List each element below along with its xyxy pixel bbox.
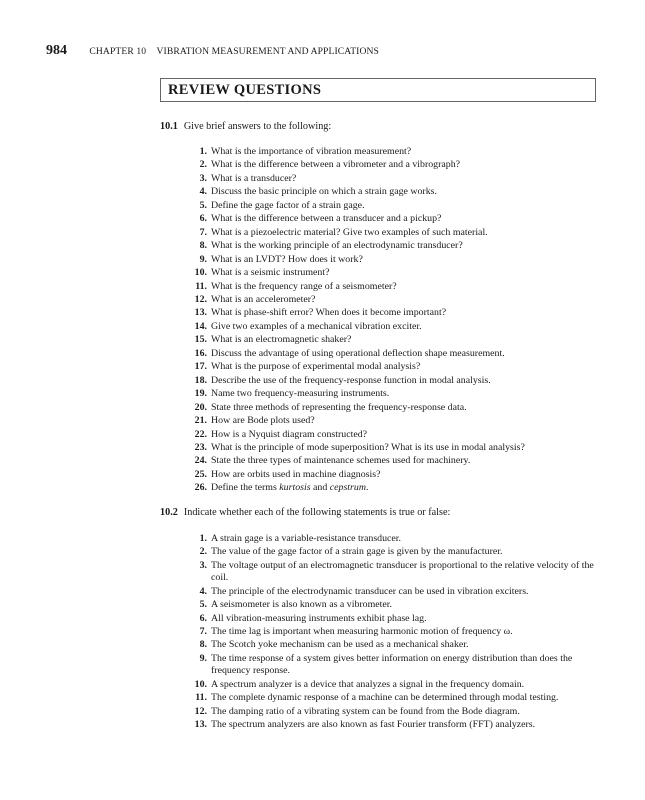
question-10-2-list bbox=[175, 533, 605, 732]
list-item bbox=[175, 414, 605, 427]
list-item bbox=[175, 468, 605, 481]
list-item bbox=[175, 719, 605, 731]
item-text: A seismometer is also known as a vibrometer. bbox=[211, 599, 393, 611]
item-number: 16. bbox=[194, 347, 207, 359]
question-10-1-list bbox=[175, 145, 605, 495]
list-item bbox=[175, 613, 605, 625]
running-header bbox=[46, 43, 379, 59]
list-item bbox=[175, 266, 605, 279]
section-title: REVIEW QUESTIONS bbox=[168, 82, 322, 98]
item-number: 6. bbox=[199, 213, 207, 225]
item-text: Define the gage factor of a strain gage. bbox=[211, 199, 365, 211]
item-text: What is phase-shift error? When does it become important? bbox=[211, 307, 447, 319]
list-item bbox=[175, 293, 605, 306]
item-number: 11. bbox=[195, 692, 207, 704]
list-item bbox=[175, 320, 605, 333]
page-number: 984 bbox=[46, 43, 67, 58]
item-text: What is the purpose of experimental modal analysis? bbox=[211, 361, 421, 373]
list-item bbox=[175, 360, 605, 373]
list-item bbox=[175, 533, 605, 545]
item-text bbox=[211, 481, 605, 494]
item-text: The complete dynamic response of a machine can be determined through modal testing. bbox=[211, 692, 559, 704]
item-number: 4. bbox=[199, 585, 207, 597]
item-text: Name two frequency-measuring instruments. bbox=[211, 388, 390, 400]
list-item bbox=[175, 306, 605, 319]
item-text: Describe the use of the frequency-response function in modal analysis. bbox=[211, 374, 491, 386]
item-text: What is a transducer? bbox=[211, 172, 297, 184]
question-prompt: Give brief answers to the following: bbox=[183, 121, 332, 132]
question-10-1 bbox=[160, 121, 331, 132]
list-item bbox=[175, 639, 605, 651]
item-number: 13. bbox=[194, 719, 207, 730]
item-number: 21. bbox=[194, 415, 207, 427]
item-number: 25. bbox=[194, 468, 207, 480]
item-text: What is an electromagnetic shaker? bbox=[211, 334, 352, 346]
chapter-title: VIBRATION MEASUREMENT AND APPLICATIONS bbox=[156, 46, 379, 57]
list-item bbox=[175, 679, 605, 691]
item-number: 9. bbox=[199, 253, 207, 265]
question-number: 10.2 bbox=[160, 507, 178, 518]
item-text: What is an accelerometer? bbox=[211, 293, 316, 305]
item-text: The voltage output of an electromagnetic transducer is proportional to the relative velocity of the coil. bbox=[211, 559, 594, 584]
list-item bbox=[175, 158, 605, 171]
item-text: State three methods of representing the frequency-response data. bbox=[211, 401, 467, 413]
list-item bbox=[175, 145, 605, 158]
item-number: 12. bbox=[194, 293, 207, 305]
item-text: Give two examples of a mechanical vibration exciter. bbox=[211, 320, 422, 332]
item-text: What is the principle of mode superposition? What is its use in modal analysis? bbox=[211, 441, 525, 453]
item-number: 3. bbox=[199, 172, 207, 184]
item-number: 5. bbox=[199, 199, 207, 211]
list-item bbox=[175, 199, 605, 212]
item-text: What is the working principle of an electrodynamic transducer? bbox=[211, 240, 463, 252]
item-number: 8. bbox=[199, 639, 207, 651]
section-title-box bbox=[160, 78, 596, 102]
item-number: 7. bbox=[199, 226, 207, 238]
item-number: 11. bbox=[195, 280, 207, 292]
item-text: The value of the gage factor of a strain gage is given by the manufacturer. bbox=[211, 546, 503, 558]
item-number: 2. bbox=[199, 159, 207, 171]
item-number: 15. bbox=[194, 334, 207, 346]
item-text: How are orbits used in machine diagnosis? bbox=[211, 468, 381, 480]
list-item bbox=[175, 347, 605, 360]
item-number: 17. bbox=[194, 361, 207, 373]
list-item bbox=[175, 560, 605, 584]
item-number: 1. bbox=[199, 533, 207, 544]
item-number: 7. bbox=[199, 626, 207, 637]
item-text: How are Bode plots used? bbox=[211, 415, 315, 427]
item-text: What is a seismic instrument? bbox=[211, 267, 330, 279]
item-number: 4. bbox=[199, 186, 207, 198]
item-text: Discuss the basic principle on which a strain gage works. bbox=[211, 186, 437, 198]
item-text: How is a Nyquist diagram constructed? bbox=[211, 428, 368, 440]
item-text: The damping ratio of a vibrating system can be found from the Bode diagram. bbox=[211, 705, 520, 717]
item-text: What is the difference between a transducer and a pickup? bbox=[211, 213, 442, 225]
text-fragment: Define the terms bbox=[211, 482, 280, 494]
item-number: 19. bbox=[194, 388, 207, 400]
item-text: The Scotch yoke mechanism can be used as a mechanical shaker. bbox=[211, 639, 469, 651]
item-text: The time response of a system gives better information on energy distribution than does the frequency response. bbox=[211, 652, 573, 677]
list-item bbox=[175, 428, 605, 441]
item-number: 18. bbox=[194, 374, 207, 386]
item-number: 13. bbox=[194, 307, 207, 319]
chapter-label: CHAPTER 10 bbox=[89, 46, 147, 57]
item-number: 5. bbox=[199, 599, 207, 611]
list-item bbox=[175, 706, 605, 718]
list-item bbox=[175, 387, 605, 400]
item-text: What is the difference between a vibrometer and a vibrograph? bbox=[211, 159, 461, 171]
item-number: 12. bbox=[194, 705, 207, 717]
list-item bbox=[175, 374, 605, 387]
list-item bbox=[175, 239, 605, 252]
item-number: 8. bbox=[199, 240, 207, 252]
item-text: Discuss the advantage of using operational deflection shape measurement. bbox=[211, 347, 505, 359]
item-text: What is a piezoelectric material? Give two examples of such material. bbox=[211, 226, 488, 238]
item-text: The principle of the electrodynamic transducer can be used in vibration exciters. bbox=[211, 585, 529, 597]
list-item bbox=[175, 185, 605, 198]
list-item bbox=[175, 454, 605, 467]
item-text: What is the frequency range of a seismometer? bbox=[211, 280, 397, 292]
item-text: A spectrum analyzer is a device that analyzes a signal in the frequency domain. bbox=[211, 678, 525, 690]
item-number: 6. bbox=[199, 612, 207, 624]
list-item bbox=[175, 586, 605, 598]
item-text: A strain gage is a variable-resistance transducer. bbox=[211, 533, 402, 544]
list-item bbox=[175, 333, 605, 346]
item-text: All vibration-measuring instruments exhibit phase lag. bbox=[211, 612, 427, 624]
item-number: 26. bbox=[194, 482, 207, 494]
list-item bbox=[175, 401, 605, 414]
list-item bbox=[175, 172, 605, 185]
item-number: 9. bbox=[199, 652, 207, 664]
list-item bbox=[175, 226, 605, 239]
item-number: 24. bbox=[194, 455, 207, 467]
list-item bbox=[175, 692, 605, 704]
list-item bbox=[175, 546, 605, 558]
question-prompt: Indicate whether each of the following statements is true or false: bbox=[183, 507, 451, 518]
list-item bbox=[175, 212, 605, 225]
item-number: 20. bbox=[194, 401, 207, 413]
item-number: 2. bbox=[199, 546, 207, 558]
item-number: 3. bbox=[199, 559, 207, 571]
list-item bbox=[175, 626, 605, 638]
item-number: 23. bbox=[194, 441, 207, 453]
item-number: 1. bbox=[199, 146, 207, 157]
list-item bbox=[175, 599, 605, 611]
question-10-2 bbox=[160, 507, 450, 518]
list-item bbox=[175, 253, 605, 266]
list-item bbox=[175, 653, 605, 677]
item-number: 10. bbox=[194, 678, 207, 690]
term-cepstrum: cepstrum bbox=[329, 482, 366, 494]
item-text: What is the importance of vibration measurement? bbox=[211, 146, 412, 157]
text-fragment: . bbox=[365, 482, 369, 494]
item-text: What is an LVDT? How does it work? bbox=[211, 253, 363, 265]
list-item bbox=[175, 481, 605, 494]
item-text: The time lag is important when measuring harmonic motion of frequency ω. bbox=[211, 626, 513, 637]
list-item bbox=[175, 441, 605, 454]
item-text: State the three types of maintenance schemes used for machinery. bbox=[211, 455, 471, 467]
item-number: 22. bbox=[194, 428, 207, 440]
list-item bbox=[175, 280, 605, 293]
item-number: 14. bbox=[194, 320, 207, 332]
text-fragment: and bbox=[310, 482, 330, 494]
item-text: The spectrum analyzers are also known as fast Fourier transform (FFT) analyzers. bbox=[211, 719, 536, 730]
term-kurtosis: kurtosis bbox=[279, 482, 311, 494]
item-number: 10. bbox=[194, 267, 207, 279]
question-number: 10.1 bbox=[160, 121, 178, 132]
